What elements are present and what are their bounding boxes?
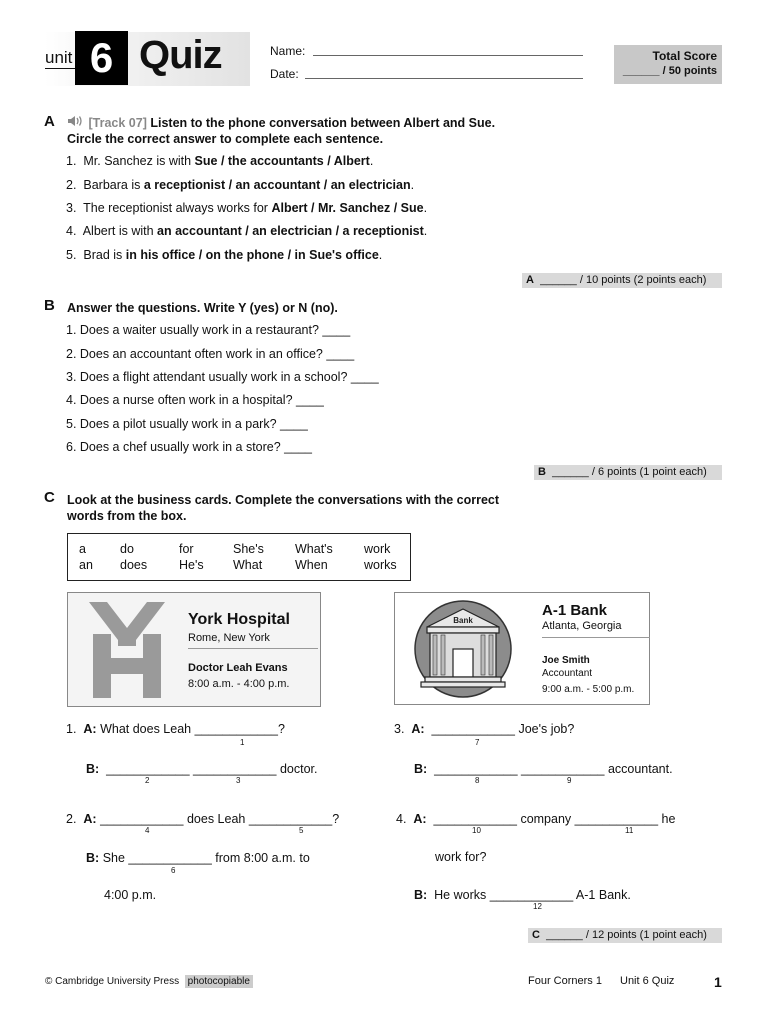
conversation-2-a[interactable]: 2. A: ____________ does Leah ____________? xyxy=(66,812,340,826)
card-divider xyxy=(542,637,650,638)
answer-options[interactable]: a receptionist / an accountant / an electrician xyxy=(143,178,411,192)
section-b-points: B ______ / 6 points (1 point each) xyxy=(534,465,722,480)
blank-number: 9 xyxy=(567,776,572,785)
conversation-1-b[interactable]: B: ____________ ____________ doctor. xyxy=(86,762,318,776)
blank-number: 12 xyxy=(533,902,542,911)
list-item: 5. Brad is in his office / on the phone / in Sue's office. xyxy=(66,248,383,262)
conversation-3-a[interactable]: 3. A: ____________ Joe's job? xyxy=(394,722,575,736)
conversation-3-b[interactable]: B: ____________ ____________ accountant. xyxy=(414,762,673,776)
conversation-4-a[interactable]: 4. A: ____________ company ____________ he xyxy=(396,812,676,826)
list-item[interactable]: 1. Does a waiter usually work in a restaurant? ____ xyxy=(66,323,351,337)
section-a-letter: A xyxy=(44,113,55,130)
bank-sign: Bank xyxy=(453,616,473,625)
date-label: Date: xyxy=(270,67,299,81)
card-company: A-1 Bank xyxy=(542,602,608,619)
word-box-word: does xyxy=(120,558,148,572)
list-item: 4. Albert is with an accountant / an electrician / a receptionist. xyxy=(66,224,428,238)
conversation-1-a[interactable]: 1. A: What does Leah ____________? xyxy=(66,722,285,736)
unit-number: 6 xyxy=(75,31,128,85)
word-box-word: for xyxy=(179,542,194,556)
word-box-word: work xyxy=(364,542,391,556)
blank-number: 4 xyxy=(145,826,150,835)
total-score-points: ______ / 50 points xyxy=(622,65,717,77)
word-box-word: When xyxy=(295,558,328,572)
conversation-2-b[interactable]: B: She ____________ from 8:00 a.m. to xyxy=(86,851,310,865)
blank-number: 10 xyxy=(472,826,481,835)
section-b-letter: B xyxy=(44,297,55,314)
card-location: Rome, New York xyxy=(188,632,270,644)
quiz-title: Quiz xyxy=(139,33,222,77)
speaker-icon xyxy=(67,116,85,130)
page-number: 1 xyxy=(714,974,722,990)
yh-logo-icon xyxy=(89,602,165,703)
card-person: Doctor Leah Evans xyxy=(188,662,288,674)
blank-number: 3 xyxy=(236,776,241,785)
unit-label: unit xyxy=(45,48,73,67)
word-box-word: do xyxy=(120,542,134,556)
conversation-2-b-cont: 4:00 p.m. xyxy=(104,888,157,902)
blank-number: 11 xyxy=(625,826,634,835)
answer-options[interactable]: an accountant / an electrician / a receptionist xyxy=(157,224,424,238)
footer-quiz: Unit 6 Quiz xyxy=(620,975,675,987)
section-b-instruction: Answer the questions. Write Y (yes) or N (no). xyxy=(67,301,338,315)
word-box-word: an xyxy=(79,558,93,572)
photocopiable-badge: photocopiable xyxy=(185,975,253,988)
card-person: Joe Smith xyxy=(542,655,590,666)
list-item[interactable]: 2. Does an accountant often work in an office? ____ xyxy=(66,347,355,361)
total-score-box xyxy=(614,45,722,84)
word-box xyxy=(67,533,411,581)
list-item: 3. The receptionist always works for Albert / Mr. Sanchez / Sue. xyxy=(66,201,428,215)
blank-number: 1 xyxy=(240,738,245,747)
footer-copyright: © Cambridge University Press photocopiable xyxy=(45,976,253,987)
conversation-4-b[interactable]: B: He works ____________ A-1 Bank. xyxy=(414,888,631,902)
word-box-word: What xyxy=(233,558,263,572)
blank-number: 8 xyxy=(475,776,480,785)
york-hospital-card xyxy=(67,592,321,707)
section-a-instruction-line1: Listen to the phone conversation between Albert and Sue. xyxy=(150,116,496,130)
conversation-4-a-cont: work for? xyxy=(435,850,487,864)
word-box-word: What's xyxy=(295,542,333,556)
answer-options[interactable]: Sue / the accountants / Albert xyxy=(194,154,370,168)
word-box-word: He's xyxy=(179,558,204,572)
answer-options[interactable]: in his office / on the phone / in Sue's office xyxy=(125,248,379,262)
unit-underline xyxy=(45,68,75,69)
list-item[interactable]: 5. Does a pilot usually work in a park? ____ xyxy=(66,417,308,431)
word-box-word: works xyxy=(364,558,397,572)
section-c-letter: C xyxy=(44,489,55,506)
blank-number: 6 xyxy=(171,866,176,875)
section-a-instruction xyxy=(67,115,495,147)
answer-options[interactable]: Albert / Mr. Sanchez / Sue xyxy=(271,201,424,215)
list-item[interactable]: 3. Does a flight attendant usually work in a school? ____ xyxy=(66,370,379,384)
blank-number: 5 xyxy=(299,826,304,835)
name-field[interactable] xyxy=(313,55,583,56)
blank-number: 2 xyxy=(145,776,150,785)
card-divider xyxy=(188,648,318,649)
list-item[interactable]: 6. Does a chef usually work in a store? ____ xyxy=(66,440,312,454)
a1-bank-card xyxy=(394,592,650,705)
card-role: Accountant xyxy=(542,668,593,679)
footer-book: Four Corners 1 xyxy=(528,975,602,987)
card-location: Atlanta, Georgia xyxy=(542,620,622,632)
word-box-word: a xyxy=(79,542,86,556)
name-label: Name: xyxy=(270,44,306,58)
card-hours: 9:00 a.m. - 5:00 p.m. xyxy=(542,684,635,695)
word-box-word: She's xyxy=(233,542,264,556)
track-label: [Track 07] xyxy=(88,116,147,130)
bank-building-icon xyxy=(413,599,513,704)
date-field[interactable] xyxy=(305,78,583,79)
list-item[interactable]: 4. Does a nurse often work in a hospital? ____ xyxy=(66,393,324,407)
section-c-points: C ______ / 12 points (1 point each) xyxy=(528,928,722,943)
blank-number: 7 xyxy=(475,738,480,747)
list-item: 1. Mr. Sanchez is with Sue / the accountants / Albert. xyxy=(66,154,374,168)
list-item: 2. Barbara is a receptionist / an accountant / an electrician. xyxy=(66,178,415,192)
section-c-instruction: Look at the business cards. Complete the conversations with the correct words from the box. xyxy=(67,493,500,523)
card-company: York Hospital xyxy=(188,611,290,628)
card-hours: 8:00 a.m. - 4:00 p.m. xyxy=(188,678,290,690)
total-score-label: Total Score xyxy=(652,49,717,63)
section-a-instruction-line2: Circle the correct answer to complete each sentence. xyxy=(67,132,384,146)
section-a-points: A ______ / 10 points (2 points each) xyxy=(522,273,722,288)
